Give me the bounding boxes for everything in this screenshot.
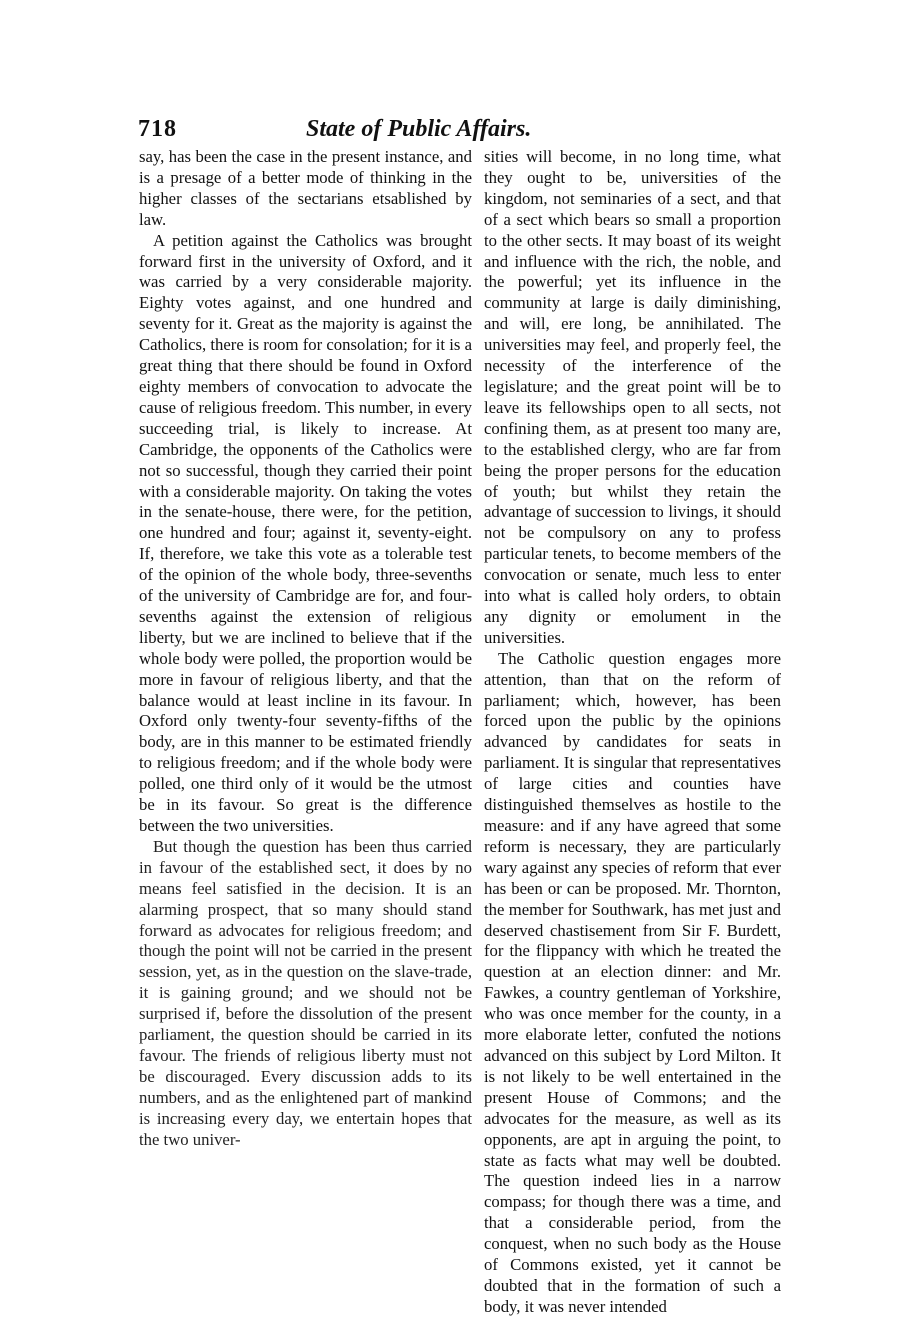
left-paragraph-1: say, has been the case in the present instance, and is a presage of a better mode of thinking in the higher classes of the sectarians etsablished by law. — [139, 147, 472, 229]
right-column — [484, 147, 781, 1318]
page-number: 718 — [138, 116, 177, 142]
right-paragraph-1: sities will become, in no long time, what they ought to be, universities of the kingdom, not seminaries of a sect, and that of a sect which bears so small a proportion to the other sects. It may boast of its weight and influence with the rich, the noble, and the powerful; yet its influence in the community at large is daily diminishing, and will, ere long, be annihilated. The universities may feel, and properly feel, the necessity of the interference of the legislature; and the great point will be to leave its fellowships open to all sects, not confining them, as at present too many are, to the established clergy, who are far from being the proper persons for the education of youth; but whilst they retain the advantage of succession to livings, it should not be compulsory on any to profess particular tenets, to become members of the convocation or senate, much less to enter into what is called holy orders, to obtain any dignity or emolument in the universities. — [484, 147, 781, 647]
left-paragraph-2: A petition against the Catholics was brought forward first in the university of Oxford, and it was carried by a very considerable majority. Eighty votes against, and one hundred and seventy for it. Great as the majority is against the Catholics, there is room for consolation; for it is a great thing that there should be found in Oxford eighty members of convocation to advocate the cause of religious freedom. This number, in every succeeding trial, is likely to increase. At Cambridge, the opponents of the Catholics were not so successful, though they carried their point with a considerable majority. On taking the votes in the senate-house, there were, for the petition, one hundred and four; against it, seventy-eight. If, therefore, we take this vote as a tolerable test of the opinion of the whole body, three-sevenths of the university of Cambridge are for, and four-sevenths against the extension of religious liberty, but we are inclined to believe that if the whole body were polled, the proportion would be more in favour of religious liberty, and that the balance would at least incline in its favour. In Oxford only twenty-four seventy-fifths of the body, are in this manner to be estimated friendly to religious freedom; and if the whole body were polled, one third only of it would be the utmost be in its favour. So great is the difference between the two universities. — [139, 230, 472, 835]
left-column — [139, 147, 472, 1151]
running-head: State of Public Affairs. — [306, 116, 532, 142]
left-paragraph-3: But though the question has been thus carried in favour of the established sect, it does by no means feel satisfied in the decision. It is an alarming prospect, that so many should stand forward as advocates for religious freedom; and though the point will not be carried in the present session, yet, as in the question on the slave-trade, it is gaining ground; and we should not be surprised if, before the dissolution of the present parliament, the question should be carried in its favour. The friends of religious liberty must not be discouraged. Every discussion adds to its numbers, and as the enlightened part of mankind is increasing every day, we entertain hopes that the two univer- — [139, 836, 472, 1149]
right-paragraph-2: The Catholic question engages more attention, than that on the reform of parliament; which, however, has been forced upon the public by the opinions advanced by candidates for seats in parliament. It is singular that representatives of large cities and counties have distinguished themselves as hostile to the measure: and if any have agreed that some reform is necessary, they are particularly wary against any species of reform that ever has been or can be proposed. Mr. Thornton, the member for Southwark, has met just and deserved chastisement from Sir F. Burdett, for the flippancy with which he treated the question at an election dinner: and Mr. Fawkes, a country gentleman of Yorkshire, who was once member for the county, in a more elaborate letter, confuted the notions advanced on this subject by Lord Milton. It is not likely to be well entertained in the present House of Commons; and the advocates for the measure, as well as its opponents, are apt in arguing the point, to state as facts what may well be doubted. The question indeed lies in a narrow compass; for though there was a time, and that a considerable period, from the conquest, when no such body as the House of Commons existed, yet it cannot be doubted that in the formation of such a body, it was never intended — [484, 648, 781, 1316]
page-header — [138, 116, 608, 146]
